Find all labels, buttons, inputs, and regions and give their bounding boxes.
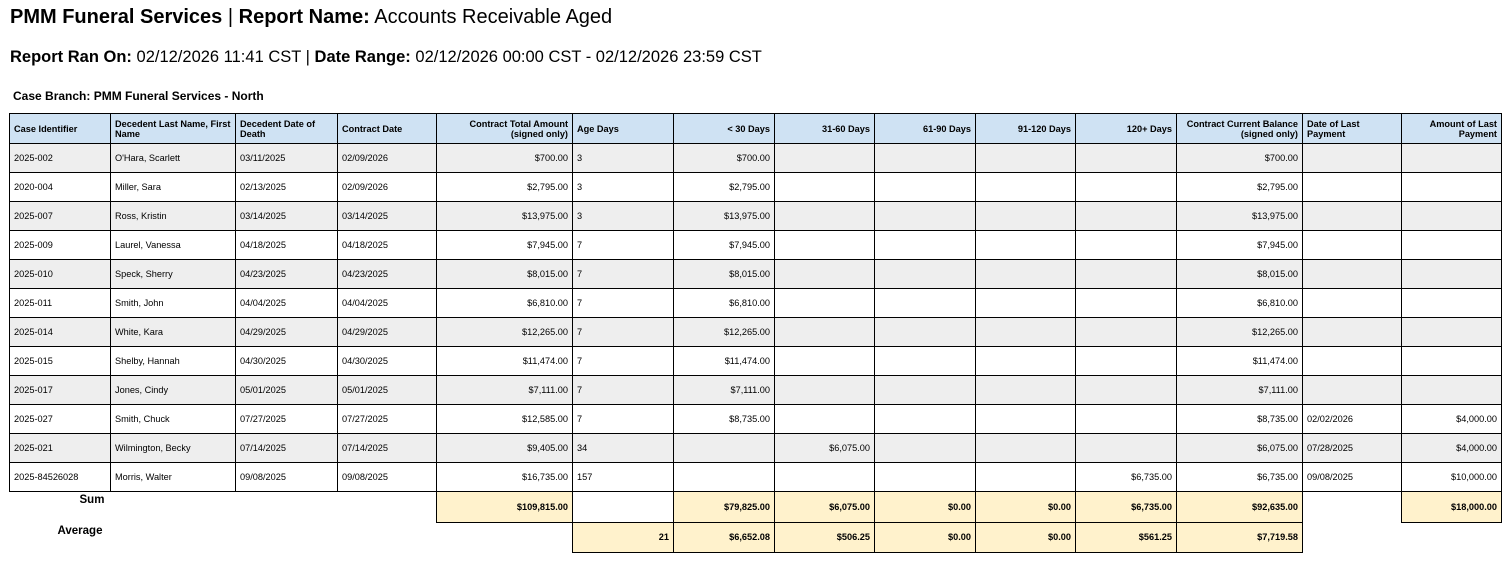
d61-90-cell <box>875 463 976 492</box>
col-header: 61-90 Days <box>875 114 976 144</box>
col-header: Amount of Last Payment <box>1402 114 1502 144</box>
decedent-name-cell: Morris, Walter <box>111 463 236 492</box>
sum-120-plus: $6,735.00 <box>1076 492 1177 523</box>
sum-label-cell <box>10 492 437 523</box>
decedent-name-cell: Smith, John <box>111 289 236 318</box>
d91-120-cell <box>976 463 1076 492</box>
current-balance-cell: $7,111.00 <box>1177 376 1303 405</box>
contract-total-cell: $2,795.00 <box>437 173 573 202</box>
current-balance-cell: $700.00 <box>1177 144 1303 173</box>
current-balance-cell: $8,735.00 <box>1177 405 1303 434</box>
d120-plus-cell <box>1076 434 1177 463</box>
contract-date-cell: 07/14/2025 <box>338 434 437 463</box>
contract-total-cell: $12,585.00 <box>437 405 573 434</box>
d61-90-cell <box>875 260 976 289</box>
report-title <box>10 6 612 29</box>
date-of-death-cell: 04/04/2025 <box>236 289 338 318</box>
decedent-name-cell: Jones, Cindy <box>111 376 236 405</box>
last-payment-date-cell: 07/28/2025 <box>1303 434 1402 463</box>
sum-31-60: $6,075.00 <box>775 492 875 523</box>
lt30-cell <box>674 434 775 463</box>
d31-60-cell <box>775 260 875 289</box>
contract-date-cell: 04/23/2025 <box>338 260 437 289</box>
contract-total-cell: $7,945.00 <box>437 231 573 260</box>
last-payment-date-cell <box>1303 376 1402 405</box>
sum-91-120: $0.00 <box>976 492 1076 523</box>
col-header: Contract Current Balance (signed only) <box>1177 114 1303 144</box>
d120-plus-cell <box>1076 405 1177 434</box>
date-range-value: 02/12/2026 00:00 CST - 02/12/2026 23:59 CST <box>415 48 762 66</box>
table-row <box>10 434 1502 463</box>
last-payment-amount-cell: $4,000.00 <box>1402 405 1502 434</box>
case-identifier-cell: 2025-017 <box>10 376 111 405</box>
date-of-death-cell: 04/29/2025 <box>236 318 338 347</box>
table-row <box>10 144 1502 173</box>
sum-contract-total: $109,815.00 <box>437 492 573 523</box>
d61-90-cell <box>875 318 976 347</box>
sum-label: Sum <box>79 494 105 506</box>
ar-aged-table <box>9 113 1502 553</box>
contract-total-cell: $13,975.00 <box>437 202 573 231</box>
sum-row <box>10 492 1502 523</box>
age-days-cell: 7 <box>573 231 674 260</box>
current-balance-cell: $11,474.00 <box>1177 347 1303 376</box>
contract-total-cell: $8,015.00 <box>437 260 573 289</box>
d31-60-cell <box>775 318 875 347</box>
d61-90-cell <box>875 144 976 173</box>
contract-date-cell: 07/27/2025 <box>338 405 437 434</box>
sum-61-90: $0.00 <box>875 492 976 523</box>
age-days-cell: 157 <box>573 463 674 492</box>
lt30-cell: $7,111.00 <box>674 376 775 405</box>
table-row <box>10 173 1502 202</box>
contract-total-cell: $16,735.00 <box>437 463 573 492</box>
d91-120-cell <box>976 318 1076 347</box>
d91-120-cell <box>976 289 1076 318</box>
average-61-90: $0.00 <box>875 522 976 553</box>
contract-date-cell: 02/09/2026 <box>338 173 437 202</box>
d91-120-cell <box>976 260 1076 289</box>
d61-90-cell <box>875 434 976 463</box>
col-header: Decedent Last Name, First Name <box>111 114 236 144</box>
last-payment-amount-cell <box>1402 376 1502 405</box>
ran-on-label: Report Ran On: <box>10 48 132 66</box>
d61-90-cell <box>875 405 976 434</box>
last-payment-date-cell <box>1303 173 1402 202</box>
last-payment-date-cell: 02/02/2026 <box>1303 405 1402 434</box>
sum-lt30: $79,825.00 <box>674 492 775 523</box>
case-branch: Case Branch: PMM Funeral Services - North <box>13 89 264 103</box>
age-days-cell: 3 <box>573 202 674 231</box>
d120-plus-cell <box>1076 231 1177 260</box>
d31-60-cell: $6,075.00 <box>775 434 875 463</box>
report-name: Accounts Receivable Aged <box>374 6 613 28</box>
contract-date-cell: 09/08/2025 <box>338 463 437 492</box>
current-balance-cell: $2,795.00 <box>1177 173 1303 202</box>
lt30-cell: $8,735.00 <box>674 405 775 434</box>
d91-120-cell <box>976 434 1076 463</box>
col-header: Contract Date <box>338 114 437 144</box>
current-balance-cell: $12,265.00 <box>1177 318 1303 347</box>
case-identifier-cell: 2025-002 <box>10 144 111 173</box>
last-payment-amount-cell <box>1402 231 1502 260</box>
case-identifier-cell: 2025-021 <box>10 434 111 463</box>
case-identifier-cell: 2025-014 <box>10 318 111 347</box>
case-identifier-cell: 2020-004 <box>10 173 111 202</box>
d91-120-cell <box>976 144 1076 173</box>
last-payment-amount-cell <box>1402 173 1502 202</box>
d31-60-cell <box>775 173 875 202</box>
lt30-cell <box>674 463 775 492</box>
case-identifier-cell: 2025-011 <box>10 289 111 318</box>
average-row <box>10 522 1502 553</box>
d61-90-cell <box>875 173 976 202</box>
contract-total-cell: $700.00 <box>437 144 573 173</box>
table-row <box>10 231 1502 260</box>
average-31-60: $506.25 <box>775 522 875 553</box>
d61-90-cell <box>875 202 976 231</box>
average-balance: $7,719.58 <box>1177 522 1303 553</box>
average-age-days: 21 <box>573 522 674 553</box>
contract-date-cell: 05/01/2025 <box>338 376 437 405</box>
d120-plus-cell <box>1076 318 1177 347</box>
col-header: < 30 Days <box>674 114 775 144</box>
run-info-separator: | <box>305 48 310 66</box>
contract-date-cell: 04/29/2025 <box>338 318 437 347</box>
col-header: 120+ Days <box>1076 114 1177 144</box>
table-row <box>10 260 1502 289</box>
average-120-plus: $561.25 <box>1076 522 1177 553</box>
ran-on-value: 02/12/2026 11:41 CST <box>136 48 302 66</box>
case-identifier-cell: 2025-010 <box>10 260 111 289</box>
sum-age-days-empty <box>573 492 674 523</box>
age-days-cell: 7 <box>573 289 674 318</box>
d91-120-cell <box>976 376 1076 405</box>
report-run-info <box>10 48 762 67</box>
age-days-cell: 7 <box>573 318 674 347</box>
d91-120-cell <box>976 405 1076 434</box>
lt30-cell: $12,265.00 <box>674 318 775 347</box>
decedent-name-cell: White, Kara <box>111 318 236 347</box>
age-days-cell: 7 <box>573 376 674 405</box>
last-payment-amount-cell <box>1402 260 1502 289</box>
date-of-death-cell: 04/23/2025 <box>236 260 338 289</box>
last-payment-date-cell <box>1303 231 1402 260</box>
sum-last-payment: $18,000.00 <box>1402 492 1502 523</box>
last-payment-date-cell <box>1303 318 1402 347</box>
date-of-death-cell: 09/08/2025 <box>236 463 338 492</box>
table-row <box>10 405 1502 434</box>
decedent-name-cell: Ross, Kristin <box>111 202 236 231</box>
average-empty <box>1303 522 1502 553</box>
age-days-cell: 7 <box>573 347 674 376</box>
table-header-row <box>10 114 1502 144</box>
d120-plus-cell <box>1076 144 1177 173</box>
contract-date-cell: 02/09/2026 <box>338 144 437 173</box>
d61-90-cell <box>875 231 976 260</box>
lt30-cell: $8,015.00 <box>674 260 775 289</box>
d91-120-cell <box>976 202 1076 231</box>
decedent-name-cell: Laurel, Vanessa <box>111 231 236 260</box>
contract-total-cell: $11,474.00 <box>437 347 573 376</box>
d120-plus-cell: $6,735.00 <box>1076 463 1177 492</box>
table-row <box>10 376 1502 405</box>
report-name-label: Report Name: <box>238 6 370 28</box>
current-balance-cell: $13,975.00 <box>1177 202 1303 231</box>
col-header: Contract Total Amount (signed only) <box>437 114 573 144</box>
decedent-name-cell: Speck, Sherry <box>111 260 236 289</box>
d31-60-cell <box>775 289 875 318</box>
sum-date-empty <box>1303 492 1402 523</box>
d120-plus-cell <box>1076 260 1177 289</box>
d31-60-cell <box>775 376 875 405</box>
decedent-name-cell: Shelby, Hannah <box>111 347 236 376</box>
case-identifier-cell: 2025-009 <box>10 231 111 260</box>
date-of-death-cell: 03/14/2025 <box>236 202 338 231</box>
case-identifier-cell: 2025-027 <box>10 405 111 434</box>
last-payment-amount-cell <box>1402 318 1502 347</box>
d91-120-cell <box>976 231 1076 260</box>
current-balance-cell: $8,015.00 <box>1177 260 1303 289</box>
d120-plus-cell <box>1076 376 1177 405</box>
col-header: 31-60 Days <box>775 114 875 144</box>
lt30-cell: $7,945.00 <box>674 231 775 260</box>
col-header: Date of Last Payment <box>1303 114 1402 144</box>
current-balance-cell: $6,075.00 <box>1177 434 1303 463</box>
col-header: Decedent Date of Death <box>236 114 338 144</box>
sum-balance: $92,635.00 <box>1177 492 1303 523</box>
d120-plus-cell <box>1076 289 1177 318</box>
last-payment-date-cell <box>1303 202 1402 231</box>
date-of-death-cell: 05/01/2025 <box>236 376 338 405</box>
contract-date-cell: 03/14/2025 <box>338 202 437 231</box>
last-payment-date-cell <box>1303 289 1402 318</box>
date-of-death-cell: 07/27/2025 <box>236 405 338 434</box>
age-days-cell: 7 <box>573 260 674 289</box>
table-row <box>10 463 1502 492</box>
age-days-cell: 34 <box>573 434 674 463</box>
contract-total-cell: $9,405.00 <box>437 434 573 463</box>
current-balance-cell: $6,735.00 <box>1177 463 1303 492</box>
col-header: Case Identifier <box>10 114 111 144</box>
title-separator: | <box>227 6 234 28</box>
decedent-name-cell: O'Hara, Scarlett <box>111 144 236 173</box>
date-of-death-cell: 03/11/2025 <box>236 144 338 173</box>
lt30-cell: $11,474.00 <box>674 347 775 376</box>
date-of-death-cell: 04/18/2025 <box>236 231 338 260</box>
decedent-name-cell: Miller, Sara <box>111 173 236 202</box>
col-header: Age Days <box>573 114 674 144</box>
d120-plus-cell <box>1076 202 1177 231</box>
d61-90-cell <box>875 347 976 376</box>
contract-date-cell: 04/30/2025 <box>338 347 437 376</box>
lt30-cell: $13,975.00 <box>674 202 775 231</box>
average-label: Average <box>57 524 103 537</box>
contract-date-cell: 04/18/2025 <box>338 231 437 260</box>
decedent-name-cell: Smith, Chuck <box>111 405 236 434</box>
date-range-label: Date Range: <box>314 48 411 66</box>
last-payment-amount-cell <box>1402 347 1502 376</box>
d120-plus-cell <box>1076 173 1177 202</box>
current-balance-cell: $7,945.00 <box>1177 231 1303 260</box>
d61-90-cell <box>875 376 976 405</box>
d91-120-cell <box>976 173 1076 202</box>
d31-60-cell <box>775 231 875 260</box>
last-payment-amount-cell <box>1402 144 1502 173</box>
current-balance-cell: $6,810.00 <box>1177 289 1303 318</box>
d31-60-cell <box>775 347 875 376</box>
table-row <box>10 347 1502 376</box>
d61-90-cell <box>875 289 976 318</box>
lt30-cell: $700.00 <box>674 144 775 173</box>
last-payment-amount-cell <box>1402 289 1502 318</box>
contract-date-cell: 04/04/2025 <box>338 289 437 318</box>
table-row <box>10 318 1502 347</box>
table-body <box>10 144 1502 492</box>
case-identifier-cell: 2025-007 <box>10 202 111 231</box>
last-payment-amount-cell <box>1402 202 1502 231</box>
date-of-death-cell: 07/14/2025 <box>236 434 338 463</box>
lt30-cell: $6,810.00 <box>674 289 775 318</box>
d91-120-cell <box>976 347 1076 376</box>
table-row <box>10 202 1502 231</box>
age-days-cell: 3 <box>573 144 674 173</box>
contract-total-cell: $12,265.00 <box>437 318 573 347</box>
last-payment-date-cell <box>1303 260 1402 289</box>
d31-60-cell <box>775 405 875 434</box>
d31-60-cell <box>775 144 875 173</box>
last-payment-date-cell: 09/08/2025 <box>1303 463 1402 492</box>
d120-plus-cell <box>1076 347 1177 376</box>
date-of-death-cell: 04/30/2025 <box>236 347 338 376</box>
decedent-name-cell: Wilmington, Becky <box>111 434 236 463</box>
case-identifier-cell: 2025-84526028 <box>10 463 111 492</box>
contract-total-cell: $7,111.00 <box>437 376 573 405</box>
last-payment-amount-cell: $10,000.00 <box>1402 463 1502 492</box>
d31-60-cell <box>775 202 875 231</box>
contract-total-cell: $6,810.00 <box>437 289 573 318</box>
age-days-cell: 3 <box>573 173 674 202</box>
case-identifier-cell: 2025-015 <box>10 347 111 376</box>
date-of-death-cell: 02/13/2025 <box>236 173 338 202</box>
table-row <box>10 289 1502 318</box>
average-label-cell <box>10 522 573 553</box>
last-payment-date-cell <box>1303 347 1402 376</box>
lt30-cell: $2,795.00 <box>674 173 775 202</box>
average-91-120: $0.00 <box>976 522 1076 553</box>
average-lt30: $6,652.08 <box>674 522 775 553</box>
last-payment-amount-cell: $4,000.00 <box>1402 434 1502 463</box>
d31-60-cell <box>775 463 875 492</box>
age-days-cell: 7 <box>573 405 674 434</box>
last-payment-date-cell <box>1303 144 1402 173</box>
company-name: PMM Funeral Services <box>10 6 223 28</box>
col-header: 91-120 Days <box>976 114 1076 144</box>
